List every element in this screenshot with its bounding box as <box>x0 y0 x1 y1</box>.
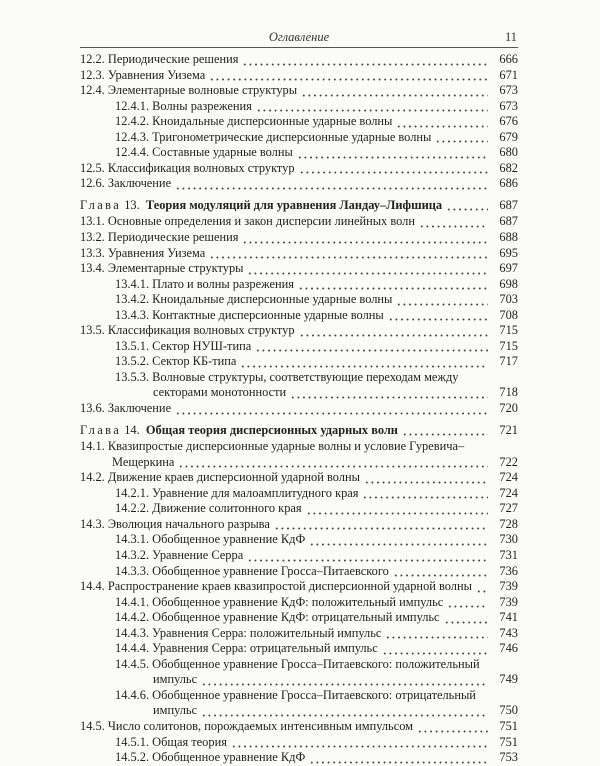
toc-entry-line2: секторами монотонности <box>153 385 287 400</box>
chapter-word: Глава <box>80 197 122 212</box>
toc-entry-14-1[interactable]: 14.1. Квазипростые дисперсионные ударные волны и условие Гуревича– Мещеркина 722 <box>80 439 518 469</box>
toc-entry-12-4-4[interactable]: 12.4.4. Составные ударные волны 680 <box>115 145 518 160</box>
toc-entry-13-2[interactable]: 13.2. Периодические решения 688 <box>80 230 518 245</box>
table-of-contents <box>80 52 518 766</box>
toc-entry-13-4[interactable]: 13.4. Элементарные структуры 697 <box>80 261 518 276</box>
leader-dots <box>247 551 488 562</box>
toc-entry-14-5-2[interactable]: 14.5.2. Обобщенное уравнение КдФ 753 <box>115 750 518 765</box>
leader-dots <box>444 613 488 624</box>
toc-entry-12-4-3[interactable]: 12.4.3. Тригонометрические дисперсионные ударные волны 679 <box>115 129 518 144</box>
chapter-word: Глава <box>80 422 122 437</box>
leader-dots <box>175 404 488 415</box>
toc-entry-12-4-1[interactable]: 12.4.1. Волны разрежения 673 <box>115 98 518 113</box>
leader-dots <box>362 488 488 499</box>
leader-dots <box>242 55 488 66</box>
leader-dots <box>242 233 488 244</box>
toc-entry-12-6[interactable]: 12.6. Заключение 686 <box>80 176 518 191</box>
toc-entry-13-3[interactable]: 13.3. Уравнения Уизема 695 <box>80 245 518 260</box>
leader-dots <box>298 279 488 290</box>
toc-entry-12-3[interactable]: 12.3. Уравнения Уизема 671 <box>80 67 518 82</box>
leader-dots <box>301 86 488 97</box>
toc-entry-13-4-2[interactable]: 13.4.2. Кноидальные дисперсионные ударные волны 703 <box>115 292 518 307</box>
running-header <box>80 29 518 48</box>
toc-entry-14-2-2[interactable]: 14.2.2. Движение солитонного края 727 <box>115 501 518 516</box>
chapter-14-heading[interactable]: Глава 14. Общая теория дисперсионных ударных волн 721 <box>80 422 518 437</box>
leader-dots <box>299 163 488 174</box>
toc-entry-line1: 14.4.6. Обобщенное уравнение Гросса–Питаевского: отрицательный <box>115 687 476 702</box>
leader-dots <box>446 200 488 211</box>
toc-entry-14-4-1[interactable]: 14.4.1. Обобщенное уравнение КдФ: положительный импульс 739 <box>115 594 518 609</box>
toc-entry-12-5[interactable]: 12.5. Классификация волновых структур 682 <box>80 160 518 175</box>
chapter-title: Теория модуляций для уравнения Ландау–Лифшица <box>145 197 443 212</box>
leader-dots <box>435 132 488 143</box>
toc-entry-14-4-5[interactable]: 14.4.5. Обобщенное уравнение Гросса–Питаевского: положительный импульс 749 <box>115 656 518 687</box>
toc-entry-14-4-4[interactable]: 14.4.4. Уравнения Серра: отрицательный импульс 746 <box>115 641 518 656</box>
leader-dots <box>393 566 488 577</box>
toc-entry-line2: Мещеркина <box>112 454 175 469</box>
chapter-number: 14. <box>124 422 140 437</box>
leader-dots <box>175 179 488 190</box>
toc-entry-13-4-1[interactable]: 13.4.1. Плато и волны разрежения 698 <box>115 276 518 291</box>
toc-entry-12-4-2[interactable]: 12.4.2. Кноидальные дисперсионные ударные волны 676 <box>115 114 518 129</box>
toc-entry-12-2[interactable]: 12.2. Периодические решения 666 <box>80 52 518 66</box>
toc-entry-14-5-1[interactable]: 14.5.1. Общая теория 751 <box>115 734 518 749</box>
leader-dots <box>402 425 488 436</box>
toc-entry-13-5-3[interactable]: 13.5.3. Волновые структуры, соответствующие переходам между секторами монотонности 718 <box>115 369 518 400</box>
leader-dots <box>178 457 488 468</box>
leader-dots <box>364 473 488 484</box>
leader-dots <box>240 357 488 368</box>
toc-entry-13-6[interactable]: 13.6. Заключение 720 <box>80 401 518 416</box>
toc-entry-14-3[interactable]: 14.3. Эволюция начального разрыва 728 <box>80 516 518 531</box>
leader-dots <box>419 217 488 228</box>
leader-dots <box>396 295 488 306</box>
leader-dots <box>290 388 488 399</box>
chapter-title: Общая теория дисперсионных ударных волн <box>145 422 398 437</box>
toc-entry-13-1[interactable]: 13.1. Основные определения и закон дисперсии линейных волн 687 <box>80 214 518 229</box>
leader-dots <box>209 248 488 259</box>
toc-entry-14-4[interactable]: 14.4. Распространение краев квазипростой дисперсионной ударной волны 739 <box>80 579 518 594</box>
leader-dots <box>231 737 488 748</box>
leader-dots <box>256 101 488 112</box>
toc-entry-14-4-6[interactable]: 14.4.6. Обобщенное уравнение Гросса–Питаевского: отрицательный импульс 750 <box>115 687 518 718</box>
toc-entry-14-5[interactable]: 14.5. Число солитонов, порождаемых интенсивным импульсом 751 <box>80 718 518 733</box>
toc-entry-line1: 14.4.5. Обобщенное уравнение Гросса–Питаевского: положительный <box>115 656 480 671</box>
leader-dots <box>396 117 488 128</box>
chapter-13-heading[interactable]: Глава 13. Теория модуляций для уравнения Ландау–Лифшица 687 <box>80 197 518 212</box>
chapter-number: 13. <box>124 197 140 212</box>
leader-dots <box>201 706 488 717</box>
leader-dots <box>382 644 488 655</box>
leader-dots <box>201 675 488 686</box>
toc-entry-14-4-3[interactable]: 14.4.3. Уравнения Серра: положительный импульс 743 <box>115 625 518 640</box>
toc-entry-14-2[interactable]: 14.2. Движение краев дисперсионной ударной волны 724 <box>80 470 518 485</box>
leader-dots <box>255 341 488 352</box>
toc-entry-13-5-1[interactable]: 13.5.1. Сектор НУШ-типа 715 <box>115 338 518 353</box>
leader-dots <box>247 264 488 275</box>
toc-entry-14-4-2[interactable]: 14.4.2. Обобщенное уравнение КдФ: отрицательный импульс 741 <box>115 610 518 625</box>
leader-dots <box>309 753 488 764</box>
leader-dots <box>388 310 488 321</box>
leader-dots <box>417 722 488 733</box>
leader-dots <box>297 148 488 159</box>
toc-entry-12-4[interactable]: 12.4. Элементарные волновые структуры 673 <box>80 83 518 98</box>
leader-dots <box>476 582 488 593</box>
toc-entry-14-3-1[interactable]: 14.3.1. Обобщенное уравнение КдФ 730 <box>115 532 518 547</box>
leader-dots <box>385 628 488 639</box>
toc-entry-13-5-2[interactable]: 13.5.2. Сектор КБ-типа 717 <box>115 354 518 369</box>
toc-entry-14-3-2[interactable]: 14.3.2. Уравнение Серра 731 <box>115 547 518 562</box>
header-title: Оглавление <box>268 30 330 44</box>
leader-dots <box>447 597 488 608</box>
leader-dots <box>309 535 488 546</box>
leader-dots <box>209 70 488 81</box>
leader-dots <box>274 519 488 530</box>
toc-entry-line1: 14.1. Квазипростые дисперсионные ударные волны и условие Гуревича– <box>80 439 465 454</box>
toc-entry-line1: 13.5.3. Волновые структуры, соответствующие переходам между <box>115 369 459 384</box>
toc-entry-13-4-3[interactable]: 13.4.3. Контактные дисперсионные ударные волны 708 <box>115 307 518 322</box>
toc-entry-14-2-1[interactable]: 14.2.1. Уравнение для малоамплитудного края 724 <box>115 485 518 500</box>
toc-entry-13-5[interactable]: 13.5. Классификация волновых структур 715 <box>80 323 518 338</box>
header-page-number: 11 <box>504 30 517 44</box>
leader-dots <box>306 504 488 515</box>
toc-entry-line2: импульс <box>153 703 198 718</box>
toc-entry-14-3-3[interactable]: 14.3.3. Обобщенное уравнение Гросса–Питаевского 736 <box>115 563 518 578</box>
toc-entry-line2: импульс <box>153 672 198 687</box>
leader-dots <box>299 326 488 337</box>
